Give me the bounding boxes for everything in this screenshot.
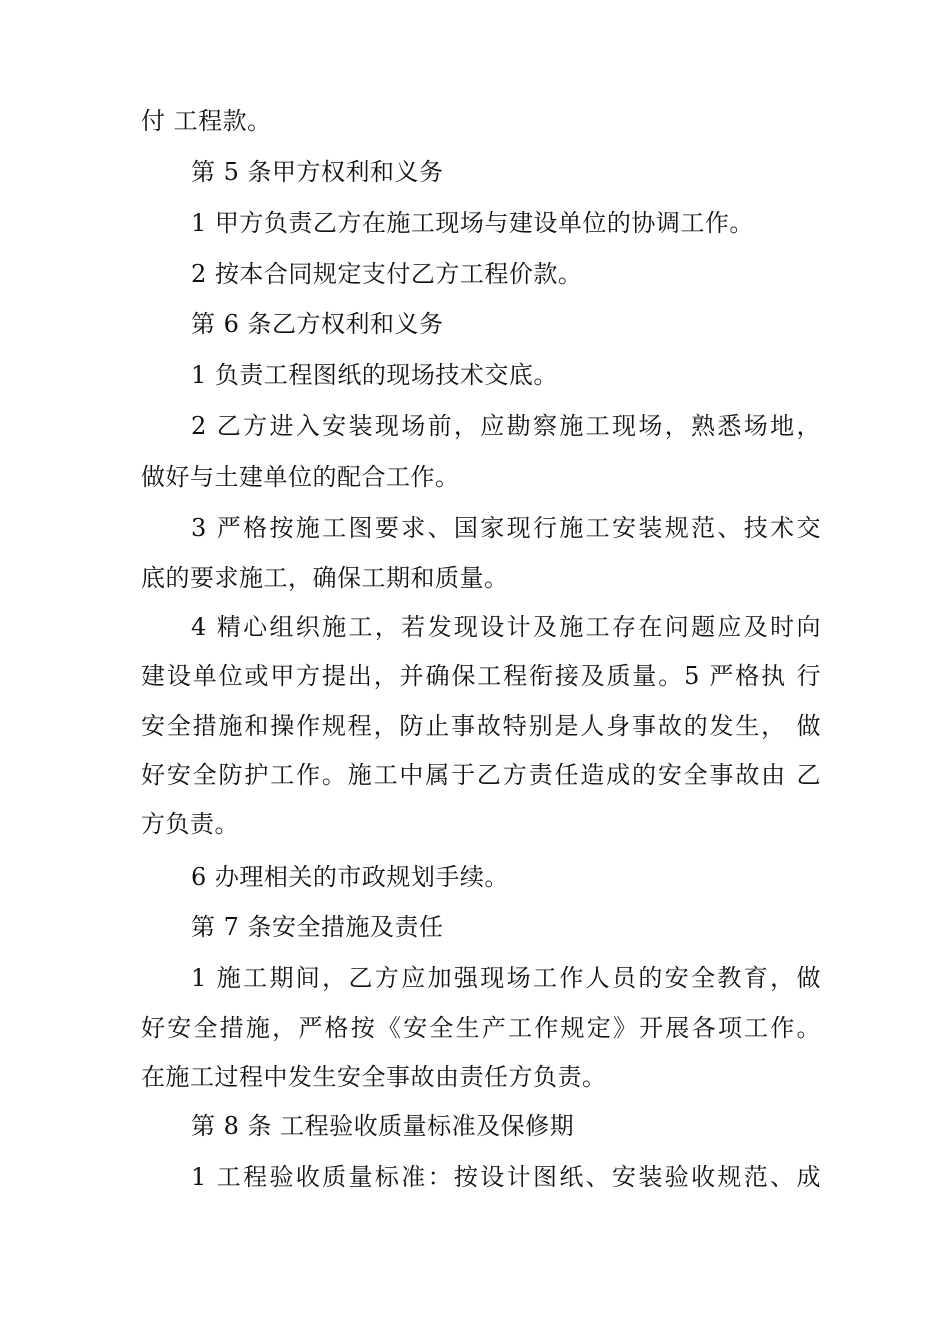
section-heading: 第 6 条乙方权利和义务 xyxy=(191,310,444,338)
text-line: 1 施工期间，乙方应加强现场工作人员的安全教育，做 xyxy=(191,964,821,992)
text-line: 好安全防护工作。施工中属于乙方责任造成的安全事故由 乙 xyxy=(141,761,821,789)
text-line: 3 严格按施工图要求、国家现行施工安装规范、技术交 xyxy=(191,514,821,542)
text-line: 在施工过程中发生安全事故由责任方负责。 xyxy=(141,1063,607,1091)
section-heading: 第 7 条安全措施及责任 xyxy=(191,913,444,941)
text-line: 好安全措施，严格按《安全生产工作规定》开展各项工作。 xyxy=(141,1014,821,1042)
text-line: 安全措施和操作规程，防止事故特别是人身事故的发生， 做 xyxy=(141,712,821,740)
text-line: 底的要求施工，确保工期和质量。 xyxy=(141,564,509,592)
text-line: 做好与土建单位的配合工作。 xyxy=(141,463,460,491)
text-line: 1 负责工程图纸的现场技术交底。 xyxy=(191,361,558,389)
text-line: 1 甲方负责乙方在施工现场与建设单位的协调工作。 xyxy=(191,209,754,237)
section-heading: 第 8 条 工程验收质量标准及保修期 xyxy=(191,1112,575,1140)
text-line: 2 乙方进入安装现场前，应勘察施工现场，熟悉场地， xyxy=(191,412,821,440)
text-line: 2 按本合同规定支付乙方工程价款。 xyxy=(191,260,583,288)
text-line: 1 工程验收质量标准：按设计图纸、安装验收规范、成 xyxy=(191,1163,821,1191)
text-line: 4 精心组织施工，若发现设计及施工存在问题应及时向 xyxy=(191,613,821,641)
text-line: 方负责。 xyxy=(141,810,239,838)
text-line: 建设单位或甲方提出，并确保工程衔接及质量。5 严格执 行 xyxy=(141,662,821,690)
text-line: 付 工程款。 xyxy=(141,107,272,135)
text-line: 6 办理相关的市政规划手续。 xyxy=(191,863,509,891)
section-heading: 第 5 条甲方权利和义务 xyxy=(191,158,444,186)
